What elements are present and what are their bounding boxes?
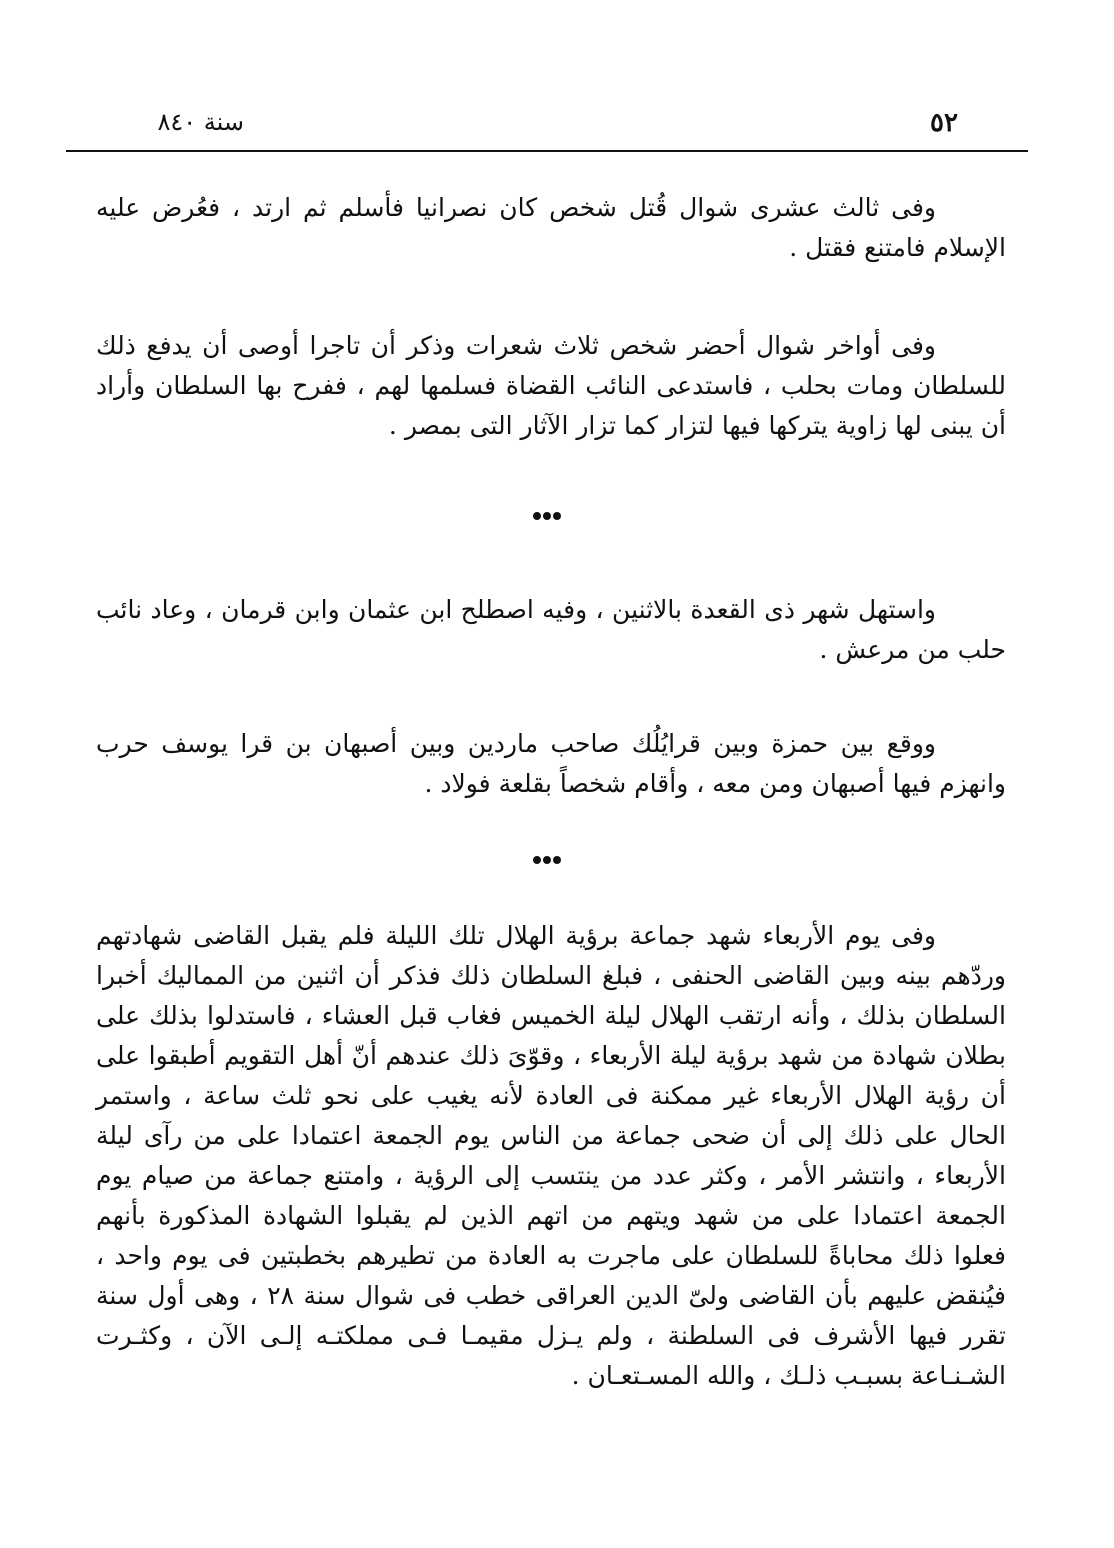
running-header-year: سنة ٨٤٠ [157,108,244,136]
paragraph-2 [96,326,1006,446]
paragraph-text: وفى يوم الأربعاء شهد جماعة برؤية الهلال تلك الليلة فلم يقبل القاضى شهادتهم وردّهم بينه وبين القاضى الحنفى ، فبلغ السلطان ذلك فذكر أن اثنين من المماليك أخبرا السلطان بذلك ، وأنه ارتقب الهلال ليلة الخميس فغاب قبل العشاء ، فاستدلوا بذلك على بطلان شهادة من شهد برؤية ليلة الأربعاء ، وقوّىَ ذلك عندهم أنّ أهل التقويم أطبقوا على أن رؤية الهلال الأربعاء غير ممكنة فى العادة لأنه يغيب على نحو ثلث ساعة ، واستمر الحال على ذلك إلى أن ضحى جماعة من الناس يوم الجمعة اعتمادا على من رآى ليلة الأربعاء ، وانتشر الأمر ، وكثر عدد من ينتسب إلى الرؤية ، وامتنع جماعة من صيام يوم الجمعة اعتمادا على من شهد ويتهم من اتهم الذين لم يقبلوا الشهادة المذكورة بأنهم فعلوا ذلك محاباةً للسلطان على ماجرت به العادة من تطيرهم بخطبتين فى يوم واحد ، فيُنقض عليهم بأن القاضى ولىّ الدين العراقى خطب فى شوال سنة ٢٨ ، وهى أول سنة تقرر فيها الأشرف فى السلطنة ، ولم يـزل مقيمـا فـى مملكتـه إلـى الآن ، وكثـرت الشـنـاعة بسبـب ذلـك ، والله المسـتعـان . [96,921,1006,1390]
paragraph-text: وفى ثالث عشرى شوال قُتل شخص كان نصرانيا فأسلم ثم ارتد ، فعُرض عليه الإسلام فامتنع فقتل . [96,193,1006,262]
header-divider [66,150,1028,152]
paragraph-text: واستهل شهر ذى القعدة بالاثنين ، وفيه اصطلح ابن عثمان وابن قرمان ، وعاد نائب حلب من مرعش . [96,595,1006,664]
paragraph-4 [96,724,1006,804]
paragraph-text: وفى أواخر شوال أحضر شخص ثلاث شعرات وذكر أن تاجرا أوصى أن يدفع ذلك للسلطان ومات بحلب ، فاستدعى النائب القضاة فسلمها لهم ، ففرح بها السلطان وأراد أن يبنى لها زاوية يتركها فيها لتزار كما تزار الآثار التى بمصر . [96,331,1006,440]
section-separator [527,508,567,524]
paragraph-text: ووقع بين حمزة وبين قرايُلُك صاحب ماردين وبين أصبهان بن قرا يوسف حرب وانهزم فيها أصبهان ومن معه ، وأقام شخصاً بقلعة فولاد . [96,729,1006,798]
page-number: ٥٢ [930,108,958,138]
section-separator [527,852,567,868]
paragraph-1 [96,188,1006,268]
paragraph-5 [96,916,1006,1396]
paragraph-3 [96,590,1006,670]
